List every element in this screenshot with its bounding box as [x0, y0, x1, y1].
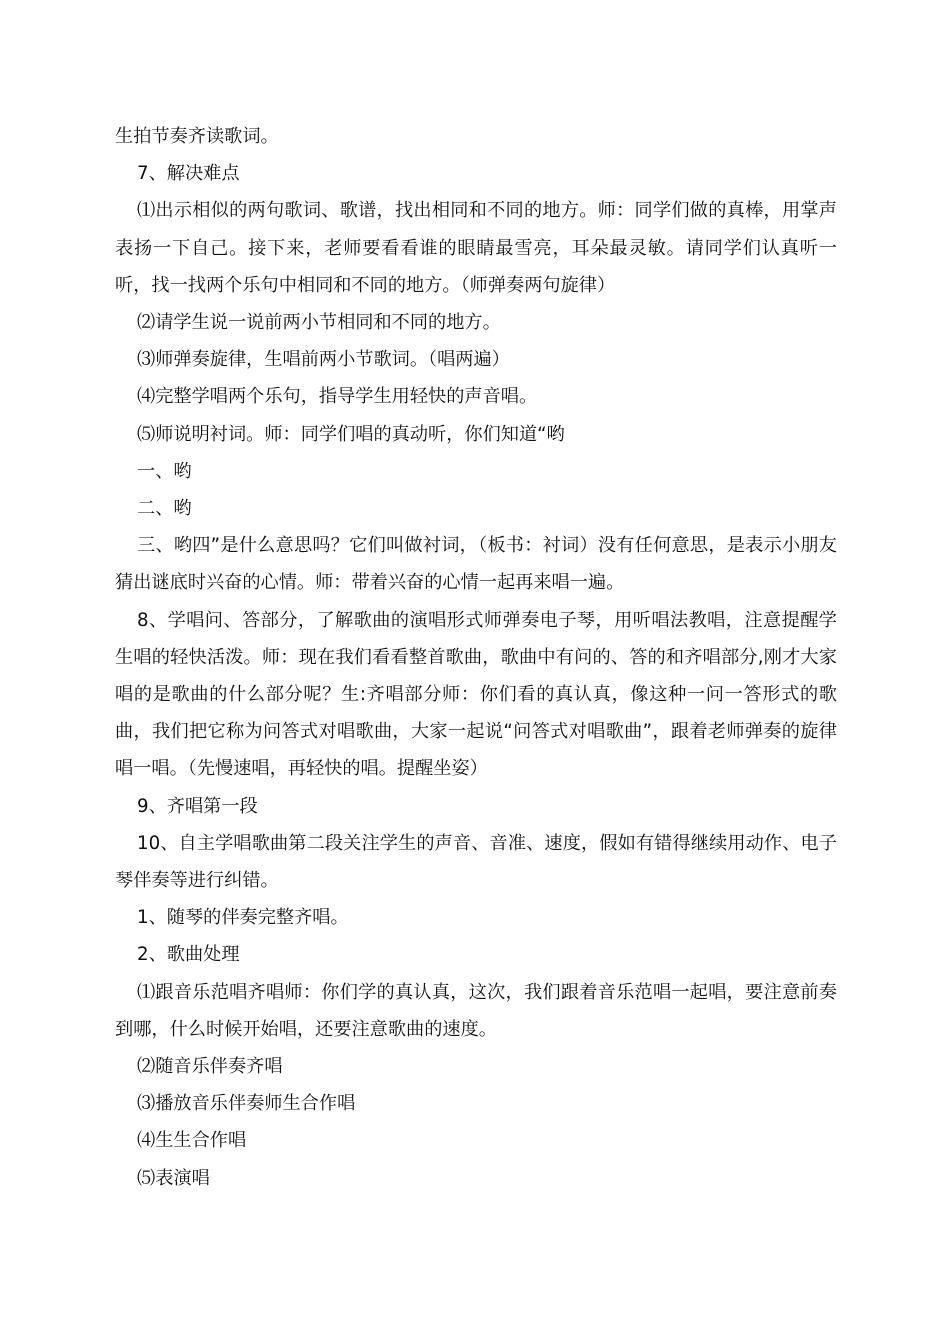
paragraph: ⑶师弹奏旋律，生唱前两小节歌词。（唱两遍）: [137, 349, 510, 371]
paragraph: 生拍节奏齐读歌词。: [115, 126, 279, 147]
paragraph: 一、哟: [137, 460, 192, 482]
paragraph: 1、随琴的伴奏完整齐唱。: [137, 907, 349, 929]
paragraph: ⑷生生合作唱: [137, 1130, 247, 1152]
paragraph: ⑸师说明衬词。师：同学们唱的真动听，你们知道“哟: [137, 423, 565, 445]
paragraph: ⑸表演唱: [137, 1167, 210, 1189]
paragraph: ⑴出示相似的两句歌词、歌谱，找出相同和不同的地方。师：同学们做的真棒，用掌声表扬一下自己。接下来，老师要看看谁的眼睛最雪亮，耳朵最灵敏。请同学们认真听一听，找一找两个乐句中相同和不同的地方。（师弹奏两句旋律）: [115, 200, 837, 296]
paragraph: 10、自主学唱歌曲第二段关注学生的声音、音准、速度，假如有错得继续用动作、电子琴伴奏等进行纠错。: [115, 832, 837, 892]
paragraph: 二、哟: [137, 498, 192, 520]
paragraph: 三、哟四”是什么意思吗？它们叫做衬词，（板书：衬词）没有任何意思，是表示小朋友猜出谜底时兴奋的心情。师：带着兴奋的心情一起再来唱一遍。: [115, 535, 837, 594]
document-page: [115, 118, 837, 1197]
paragraph: 8、学唱问、答部分，了解歌曲的演唱形式师弹奏电子琴，用听唱法教唱，注意提醒学生唱的轻快活泼。师：现在我们看看整首歌曲，歌曲中有问的、答的和齐唱部分,刚才大家唱的是歌曲的什么部分呢？生:齐唱部分师：你们看的真认真，像这种一问一答形式的歌曲，我们把它称为问答式对唱歌曲，大家一起说“问答式对唱歌曲”，跟着老师弹奏的旋律唱一唱。（先慢速唱，再轻快的唱。提醒坐姿）: [115, 609, 837, 780]
paragraph: 7、解决难点: [137, 163, 240, 185]
paragraph: ⑶播放音乐伴奏师生合作唱: [137, 1093, 356, 1115]
paragraph: ⑵请学生说一说前两小节相同和不同的地方。: [137, 312, 501, 334]
paragraph: 2、歌曲处理: [137, 944, 240, 966]
paragraph: ⑷完整学唱两个乐句，指导学生用轻快的声音唱。: [137, 386, 538, 408]
paragraph: 9、齐唱第一段: [137, 795, 258, 817]
paragraph: ⑵随音乐伴奏齐唱: [137, 1056, 283, 1078]
paragraph: ⑴跟音乐范唱齐唱师：你们学的真认真，这次，我们跟着音乐范唱一起唱，要注意前奏到哪，什么时候开始唱，还要注意歌曲的速度。: [115, 981, 837, 1040]
